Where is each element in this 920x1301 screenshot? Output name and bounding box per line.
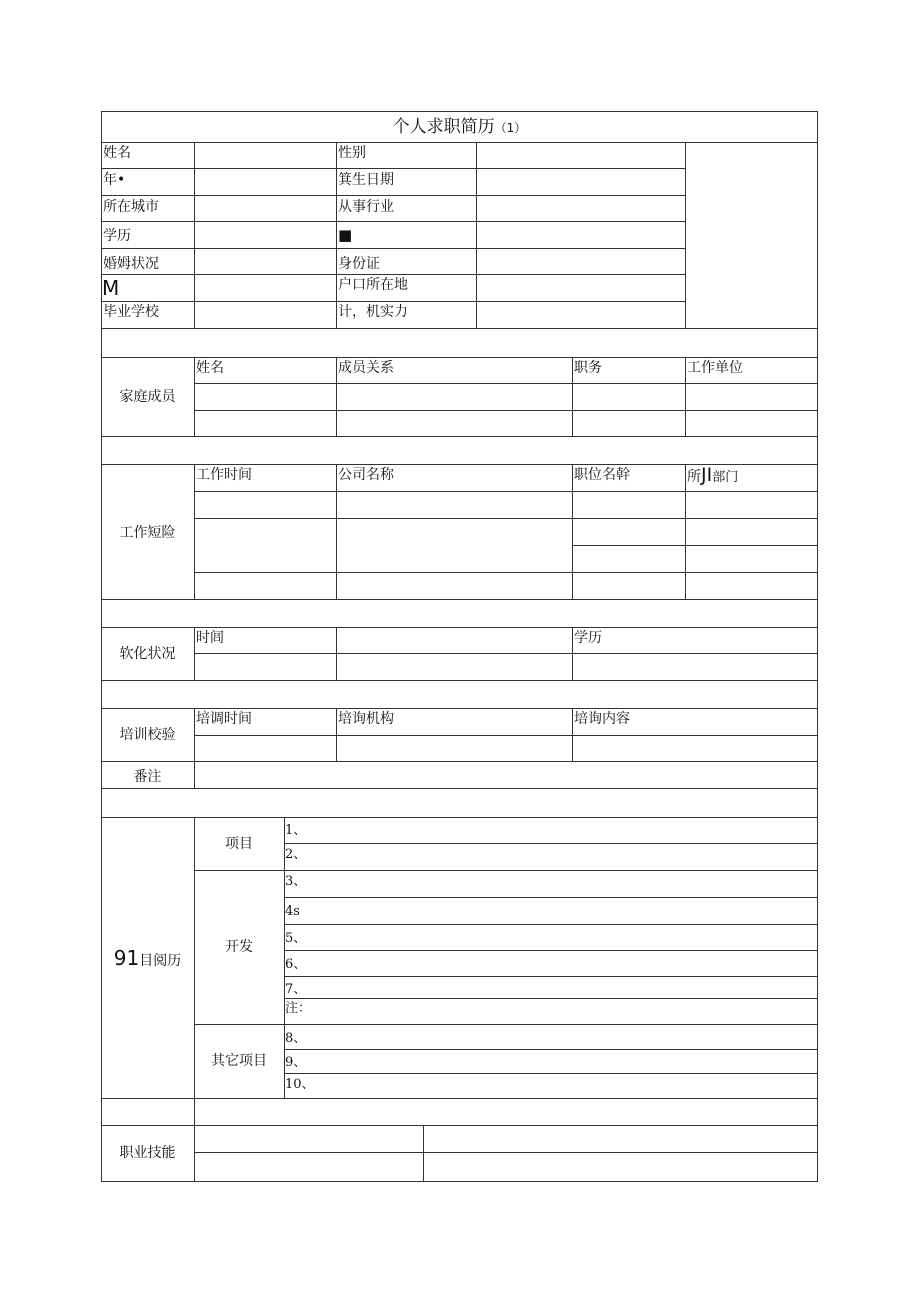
label-computer-skill: 计，机实力 (338, 304, 408, 320)
label-marriage: 婚姆状况 (103, 256, 159, 272)
label-birth: 箕生日期 (338, 172, 394, 188)
group-project: 项目 (225, 836, 253, 852)
section-family: 家庭成员 (119, 389, 176, 405)
label-industry: 从事行业 (338, 199, 394, 215)
edu-header-time: 时闾 (196, 630, 224, 646)
training-header-content: 培询内容 (574, 711, 630, 727)
family-header-relation: 成员关系 (338, 360, 394, 376)
section-skills: 职业技能 (119, 1145, 176, 1161)
group-development: 开发 (225, 939, 253, 955)
project-item: 6、 (285, 957, 307, 972)
work-header-department: 所JI部门 (687, 464, 739, 486)
family-header-employer: 工作单位 (687, 360, 743, 376)
label-school: 毕业学校 (103, 304, 159, 320)
edu-header-degree: 学历 (574, 630, 602, 646)
family-header-name: 姓名 (196, 360, 224, 376)
section-training: 培训校验 (119, 727, 176, 743)
resume-form (101, 111, 818, 1182)
training-header-time: 培调时间 (196, 711, 252, 727)
family-header-position: 职务 (574, 360, 602, 376)
project-item: 10、 (285, 1077, 315, 1092)
section-work: 工作短险 (119, 525, 176, 541)
project-item: 4s (285, 904, 300, 919)
label-age: 年• (103, 172, 126, 188)
section-remarks: 番注 (133, 769, 162, 785)
project-item: 8、 (285, 1031, 307, 1046)
label-id-card: 身份证 (338, 256, 380, 272)
project-item: 9、 (285, 1055, 307, 1070)
work-header-company: 公司名称 (338, 467, 394, 483)
project-item: 7、 (285, 982, 307, 997)
project-item: 2、 (285, 847, 307, 862)
section-projects: 91目阅历 (113, 946, 182, 970)
project-item: 5、 (285, 931, 307, 946)
label-m: M (102, 276, 120, 300)
form-grid (101, 111, 818, 1182)
label-hukou: 户口所在地 (338, 277, 408, 293)
label-name: 姓名 (103, 145, 131, 161)
project-item: 1、 (285, 823, 307, 838)
black-square-mark: ■ (338, 226, 353, 244)
label-education: 学历 (103, 228, 131, 244)
work-header-title: 职位名幹 (574, 467, 630, 483)
work-header-time: 工作时间 (196, 467, 252, 483)
group-other-projects: 其它项目 (211, 1053, 267, 1069)
training-header-institution: 培询机构 (338, 711, 394, 727)
section-education: 软化状况 (119, 646, 176, 662)
label-city: 所在城市 (103, 199, 159, 215)
project-item: 3、 (285, 874, 307, 889)
label-gender: 性别 (338, 145, 366, 161)
page-title: 个人求职简历（1） (392, 117, 527, 137)
project-note: 注： (285, 1001, 312, 1016)
